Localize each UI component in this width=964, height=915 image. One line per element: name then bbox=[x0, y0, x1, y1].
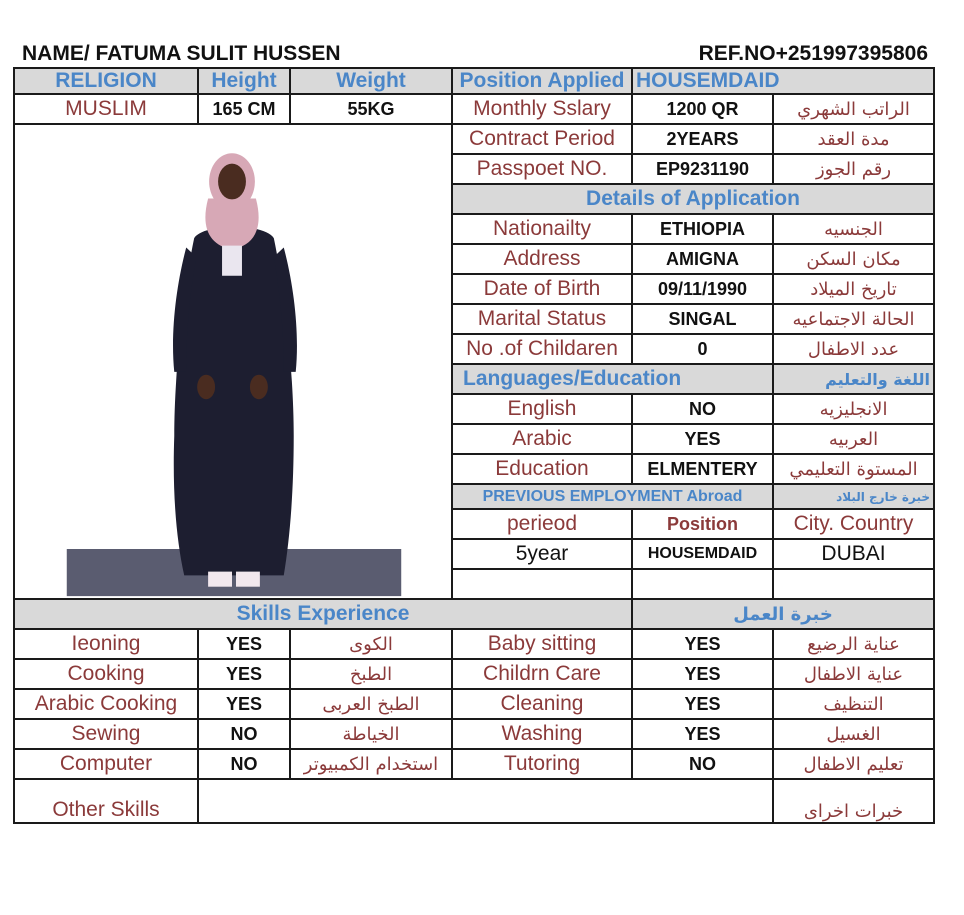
position-applied-value: HOUSEMDAID bbox=[632, 68, 934, 94]
address-label: Address bbox=[452, 244, 632, 274]
education-value: ELMENTERY bbox=[632, 454, 773, 484]
address-label-ar: مكان السكن bbox=[773, 244, 934, 274]
skill-children-care-label-ar: عناية الاطفال bbox=[773, 659, 934, 689]
employment-period-header: perieod bbox=[452, 509, 632, 539]
languages-section-title-ar: اللغة والتعليم bbox=[773, 364, 934, 394]
skill-sewing-value: NO bbox=[198, 719, 290, 749]
weight-value: 55KG bbox=[290, 94, 452, 124]
employment-position-value: HOUSEMDAID bbox=[632, 539, 773, 569]
skill-cleaning-value: YES bbox=[632, 689, 773, 719]
dob-label-ar: تاريخ الميلاد bbox=[773, 274, 934, 304]
candidate-photo bbox=[14, 124, 452, 599]
employment-period-value: 5year bbox=[452, 539, 632, 569]
education-label-ar: المستوة التعليمي bbox=[773, 454, 934, 484]
contract-period-label-ar: مدة العقد bbox=[773, 124, 934, 154]
cv-table bbox=[13, 67, 935, 824]
passport-value: EP9231190 bbox=[632, 154, 773, 184]
skill-ironing-label-ar: الكوى bbox=[290, 629, 452, 659]
skill-cleaning-label-ar: التنظيف bbox=[773, 689, 934, 719]
salary-value: 1200 QR bbox=[632, 94, 773, 124]
english-value: NO bbox=[632, 394, 773, 424]
skill-children-care-value: YES bbox=[632, 659, 773, 689]
religion-value: MUSLIM bbox=[14, 94, 198, 124]
employment-position-header: Position bbox=[632, 509, 773, 539]
skill-cooking-value: YES bbox=[198, 659, 290, 689]
employment-city-value: DUBAI bbox=[773, 539, 934, 569]
marital-status-value: SINGAL bbox=[632, 304, 773, 334]
nationality-label-ar: الجنسيه bbox=[773, 214, 934, 244]
skill-arabic-cooking-value: YES bbox=[198, 689, 290, 719]
skill-computer-label: Computer bbox=[14, 749, 198, 779]
passport-label-ar: رقم الجوز bbox=[773, 154, 934, 184]
children-label-ar: عدد الاطفال bbox=[773, 334, 934, 364]
address-value: AMIGNA bbox=[632, 244, 773, 274]
other-skills-label-ar: خبرات اخراى bbox=[773, 779, 934, 823]
skill-tutoring-label: Tutoring bbox=[452, 749, 632, 779]
skill-cooking-label-ar: الطبخ bbox=[290, 659, 452, 689]
skill-sewing-label: Sewing bbox=[14, 719, 198, 749]
employment-section-title-ar: خبرة خارج البلاد bbox=[773, 484, 934, 509]
skill-ironing-value: YES bbox=[198, 629, 290, 659]
marital-status-label-ar: الحالة الاجتماعيه bbox=[773, 304, 934, 334]
arabic-label-ar: العربيه bbox=[773, 424, 934, 454]
english-label-ar: الانجليزيه bbox=[773, 394, 934, 424]
arabic-value: YES bbox=[632, 424, 773, 454]
height-value: 165 CM bbox=[198, 94, 290, 124]
children-label: No .of Childaren bbox=[452, 334, 632, 364]
skill-children-care-label: Childrn Care bbox=[452, 659, 632, 689]
details-section-title: Details of Application bbox=[452, 184, 934, 214]
dob-value: 09/11/1990 bbox=[632, 274, 773, 304]
education-label: Education bbox=[452, 454, 632, 484]
candidate-photo-image bbox=[15, 125, 451, 598]
skill-washing-label: Washing bbox=[452, 719, 632, 749]
english-label: English bbox=[452, 394, 632, 424]
employment-empty-cell bbox=[452, 569, 632, 599]
skill-computer-value: NO bbox=[198, 749, 290, 779]
salary-label: Monthly Sslary bbox=[452, 94, 632, 124]
skill-cooking-label: Cooking bbox=[14, 659, 198, 689]
nationality-value: ETHIOPIA bbox=[632, 214, 773, 244]
nationality-label: Nationailty bbox=[452, 214, 632, 244]
skill-tutoring-value: NO bbox=[632, 749, 773, 779]
arabic-label: Arabic bbox=[452, 424, 632, 454]
marital-status-label: Marital Status bbox=[452, 304, 632, 334]
skill-baby-sitting-value: YES bbox=[632, 629, 773, 659]
skill-sewing-label-ar: الخياطة bbox=[290, 719, 452, 749]
skills-section-title-ar: خبرة العمل bbox=[632, 599, 934, 629]
skill-tutoring-label-ar: تعليم الاطفال bbox=[773, 749, 934, 779]
contract-period-label: Contract Period bbox=[452, 124, 632, 154]
height-label: Height bbox=[198, 68, 290, 94]
dob-label: Date of Birth bbox=[452, 274, 632, 304]
candidate-name: NAME/ FATUMA SULIT HUSSEN bbox=[22, 42, 341, 65]
other-skills-label: Other Skills bbox=[14, 779, 198, 823]
religion-label: RELIGION bbox=[14, 68, 198, 94]
contract-period-value: 2YEARS bbox=[632, 124, 773, 154]
skill-washing-value: YES bbox=[632, 719, 773, 749]
employment-empty-cell bbox=[773, 569, 934, 599]
skill-arabic-cooking-label: Arabic Cooking bbox=[14, 689, 198, 719]
skill-baby-sitting-label: Baby sitting bbox=[452, 629, 632, 659]
employment-city-header: City. Country bbox=[773, 509, 934, 539]
employment-section-title: PREVIOUS EMPLOYMENT Abroad bbox=[452, 484, 773, 509]
skill-cleaning-label: Cleaning bbox=[452, 689, 632, 719]
position-applied-label: Position Applied bbox=[452, 68, 632, 94]
languages-section-title: Languages/Education bbox=[452, 364, 773, 394]
skill-computer-label-ar: استخدام الكمبيوتر bbox=[290, 749, 452, 779]
reference-number: REF.NO+251997395806 bbox=[698, 42, 928, 65]
skill-washing-label-ar: الغسيل bbox=[773, 719, 934, 749]
employment-empty-cell bbox=[632, 569, 773, 599]
skills-section-title: Skills Experience bbox=[14, 599, 632, 629]
skill-ironing-label: Ieoning bbox=[14, 629, 198, 659]
skill-baby-sitting-label-ar: عناية الرضيع bbox=[773, 629, 934, 659]
weight-label: Weight bbox=[290, 68, 452, 94]
skill-arabic-cooking-label-ar: الطبخ العربى bbox=[290, 689, 452, 719]
children-value: 0 bbox=[632, 334, 773, 364]
passport-label: Passpoet NO. bbox=[452, 154, 632, 184]
salary-label-ar: الراتب الشهري bbox=[773, 94, 934, 124]
other-skills-value bbox=[198, 779, 773, 823]
